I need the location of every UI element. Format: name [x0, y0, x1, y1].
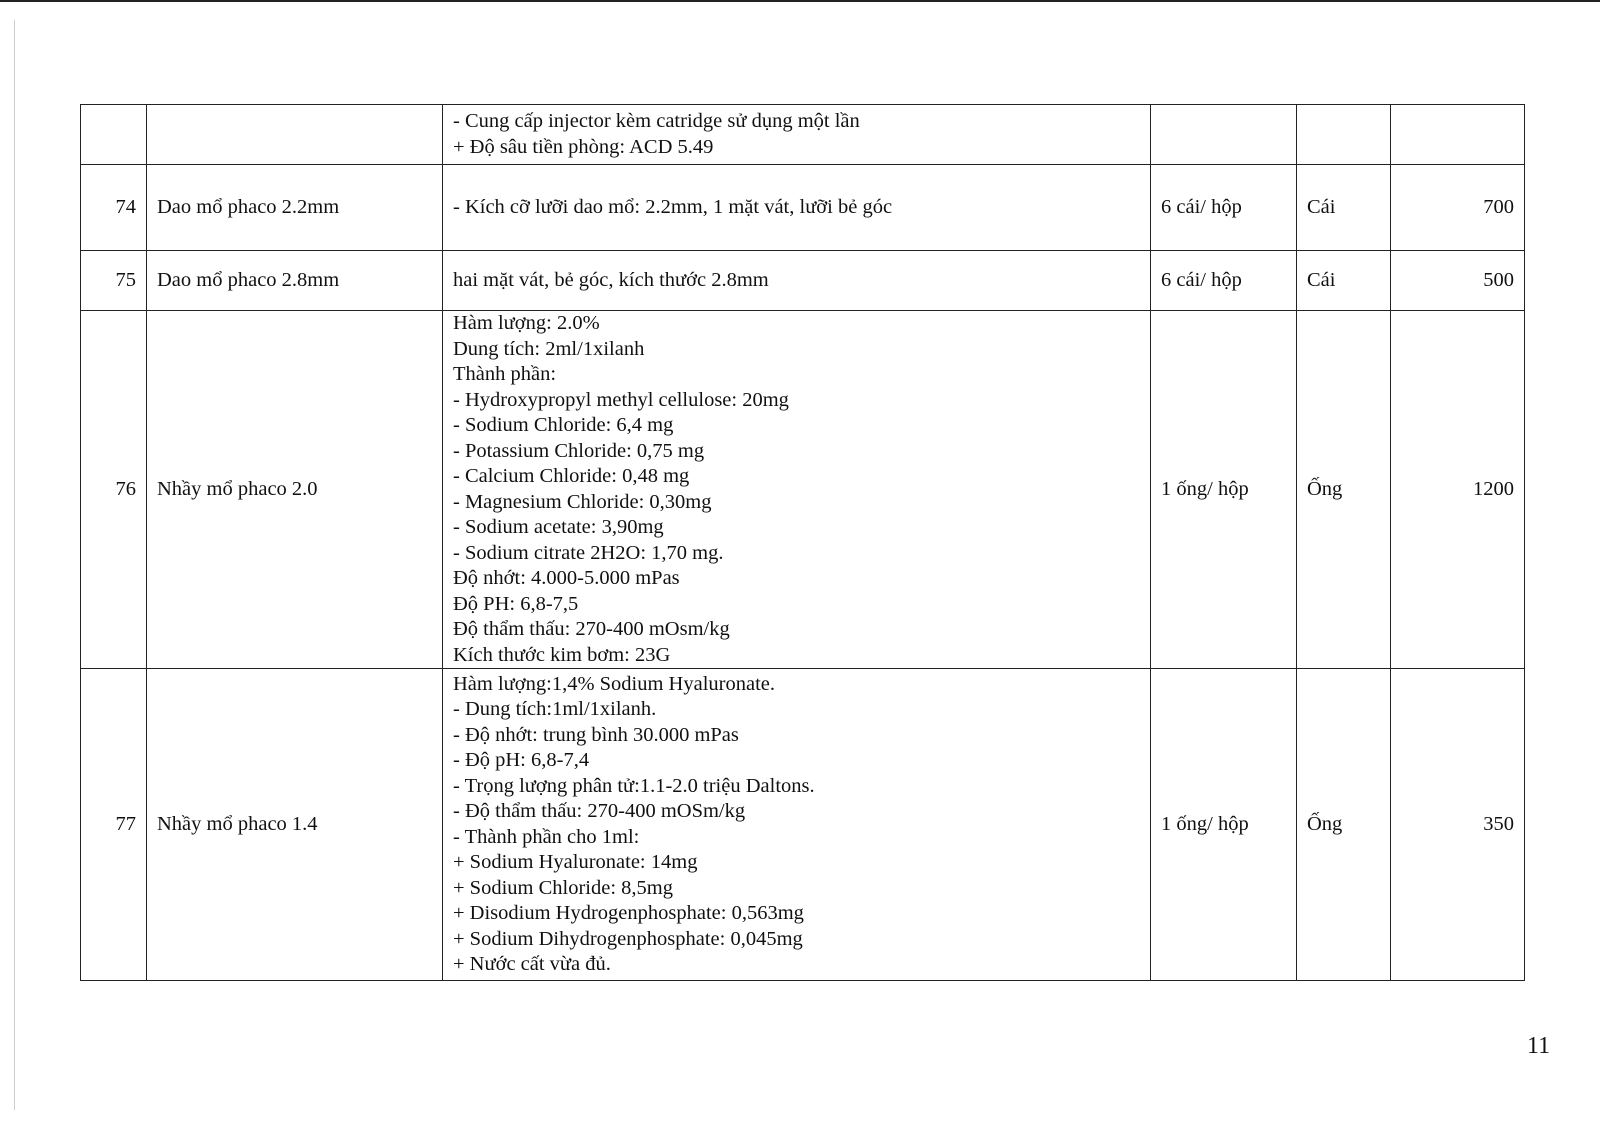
packing-cell [1151, 105, 1297, 165]
table-row [81, 311, 1525, 669]
row-number-cell: 75 [81, 251, 147, 311]
specification-line: - Sodium Chloride: 6,4 mg [453, 414, 674, 436]
specification-line: - Sodium citrate 2H2O: 1,70 mg. [453, 541, 724, 564]
specification-line: Độ thẩm thấu: 270-400 mOsm/kg [453, 618, 730, 640]
packing-cell: 6 cái/ hộp [1151, 251, 1297, 311]
specification-line: + Sodium Hyaluronate: 14mg [453, 851, 698, 873]
unit-cell: Cái [1297, 165, 1391, 251]
item-name-cell: Nhầy mổ phaco 2.0 [147, 311, 443, 669]
specification-line: - Trọng lượng phân tử:1.1-2.0 triệu Daltons. [453, 774, 815, 797]
specification-cell [443, 165, 1151, 251]
unit-cell [1297, 105, 1391, 165]
specification-line: hai mặt vát, bẻ góc, kích thước 2.8mm [453, 268, 769, 291]
item-name-cell [147, 105, 443, 165]
item-name-cell: Dao mổ phaco 2.8mm [147, 251, 443, 311]
specification-line: - Thành phần cho 1ml: [453, 825, 640, 848]
specification-cell [443, 311, 1151, 669]
table-row [81, 165, 1525, 251]
specification-line: - Calcium Chloride: 0,48 mg [453, 465, 690, 487]
specification-line: - Độ nhớt: trung bình 30.000 mPas [453, 723, 739, 746]
table-row [81, 669, 1525, 981]
specification-cell [443, 105, 1151, 165]
unit-cell: Cái [1297, 251, 1391, 311]
quantity-cell: 350 [1391, 669, 1525, 981]
table-body [81, 105, 1525, 981]
specification-cell [443, 251, 1151, 311]
specification-line: Kích thước kim bơm: 23G [453, 643, 671, 666]
unit-cell: Ống [1297, 669, 1391, 981]
specification-line: + Sodium Chloride: 8,5mg [453, 876, 673, 899]
specification-line: Độ PH: 6,8-7,5 [453, 592, 579, 615]
specification-line: - Hydroxypropyl methyl cellulose: 20mg [453, 388, 789, 411]
table-row [81, 105, 1525, 165]
packing-cell: 1 ống/ hộp [1151, 669, 1297, 981]
row-number-cell: 74 [81, 165, 147, 251]
packing-cell: 6 cái/ hộp [1151, 165, 1297, 251]
specification-line: - Kích cỡ lưỡi dao mổ: 2.2mm, 1 mặt vát, lưỡi bẻ góc [453, 195, 893, 218]
row-number-cell [81, 105, 147, 165]
specification-line: Độ nhớt: 4.000-5.000 mPas [453, 567, 680, 589]
specification-line: + Nước cất vừa đủ. [453, 953, 611, 975]
specification-line: + Disodium Hydrogenphosphate: 0,563mg [453, 902, 804, 924]
supply-spec-table [80, 104, 1525, 981]
specification-line: - Dung tích:1ml/1xilanh. [453, 698, 657, 720]
packing-cell: 1 ống/ hộp [1151, 311, 1297, 669]
quantity-cell: 500 [1391, 251, 1525, 311]
specification-line: Hàm lượng: 2.0% [453, 312, 600, 334]
specification-cell [443, 669, 1151, 981]
page-top-edge [0, 0, 1600, 2]
page-left-edge [14, 20, 15, 1110]
row-number-cell: 77 [81, 669, 147, 981]
specification-line: - Magnesium Chloride: 0,30mg [453, 490, 712, 513]
page-number: 11 [1527, 1033, 1551, 1059]
unit-cell: Ống [1297, 311, 1391, 669]
specification-line: + Độ sâu tiền phòng: ACD 5.49 [453, 135, 714, 158]
quantity-cell: 700 [1391, 165, 1525, 251]
table-row [81, 251, 1525, 311]
quantity-cell [1391, 105, 1525, 165]
quantity-cell: 1200 [1391, 311, 1525, 669]
specification-line: - Cung cấp injector kèm catridge sử dụng một lần [453, 110, 860, 132]
item-name-cell: Nhầy mổ phaco 1.4 [147, 669, 443, 981]
specification-line: - Sodium acetate: 3,90mg [453, 516, 664, 538]
item-name-cell: Dao mổ phaco 2.2mm [147, 165, 443, 251]
specification-line: Thành phần: [453, 363, 557, 385]
specification-line: + Sodium Dihydrogenphosphate: 0,045mg [453, 927, 803, 950]
specification-line: - Độ pH: 6,8-7,4 [453, 749, 590, 771]
row-number-cell: 76 [81, 311, 147, 669]
specification-line: - Độ thẩm thấu: 270-400 mOSm/kg [453, 800, 746, 822]
specification-line: - Potassium Chloride: 0,75 mg [453, 439, 705, 462]
specification-line: Dung tích: 2ml/1xilanh [453, 337, 645, 360]
specification-line: Hàm lượng:1,4% Sodium Hyaluronate. [453, 672, 776, 695]
